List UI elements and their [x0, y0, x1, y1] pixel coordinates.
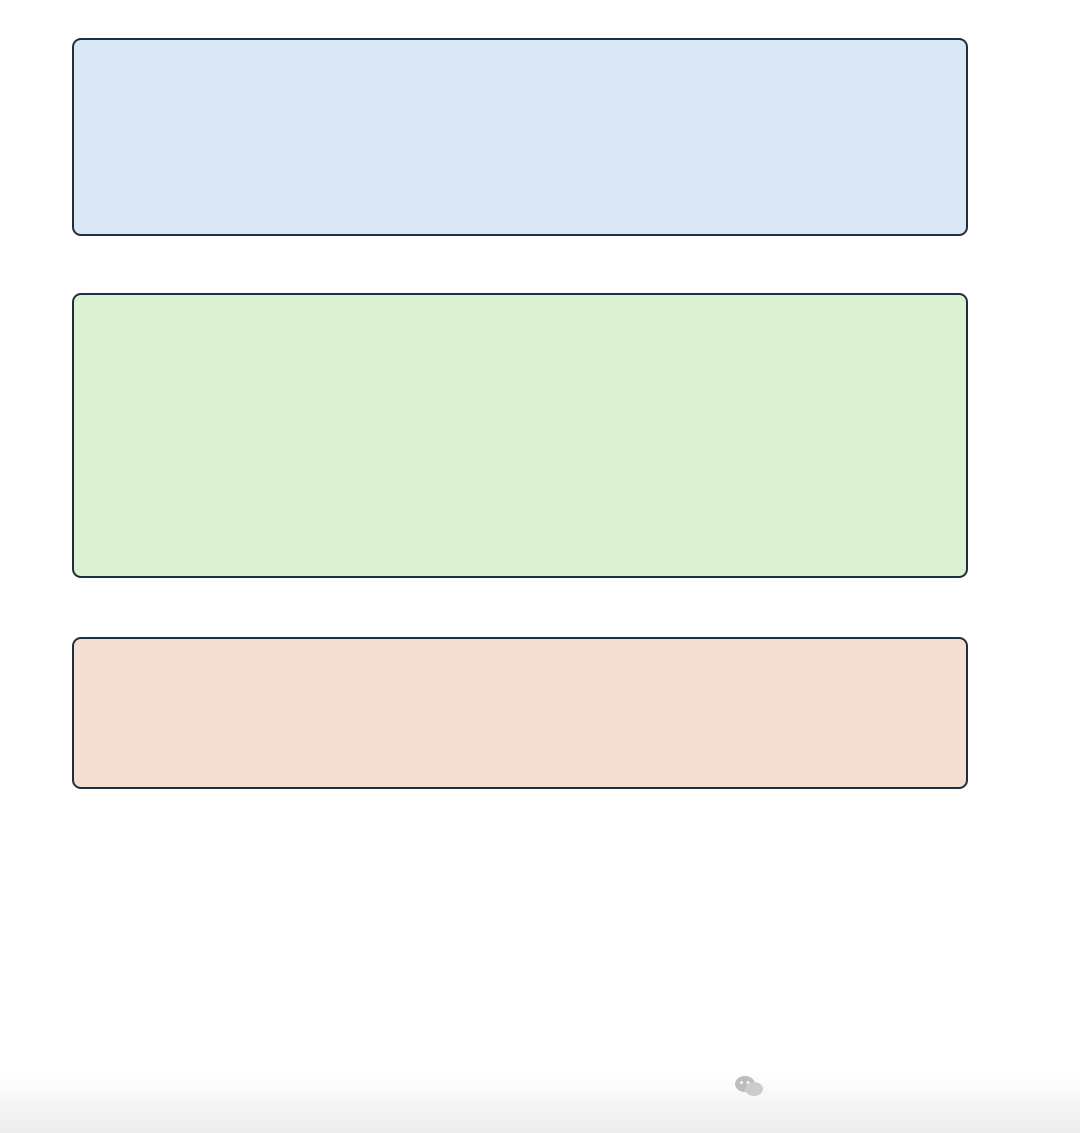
attention-matrices	[0, 800, 1080, 1120]
bottom-fade	[0, 1073, 1080, 1133]
original-prompt-box	[72, 38, 968, 236]
wechat-icon	[734, 1074, 764, 1098]
watermark	[734, 1072, 770, 1102]
soft-prompt-box	[72, 637, 968, 789]
hard-prompt-box	[72, 293, 968, 578]
attention-matrices-svg	[0, 800, 1080, 1120]
